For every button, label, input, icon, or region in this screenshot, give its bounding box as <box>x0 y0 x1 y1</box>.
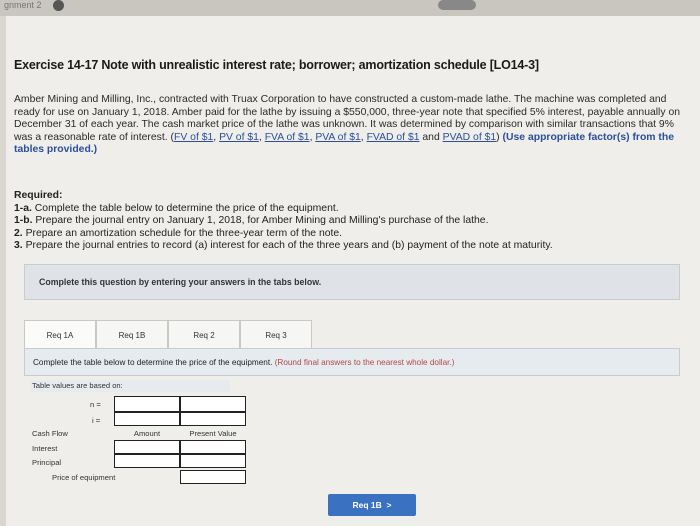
principal-pv-input[interactable] <box>180 454 246 468</box>
price-table <box>30 380 250 490</box>
tab-instructions <box>24 348 680 376</box>
present-value-header: Present Value <box>189 429 237 438</box>
top-pill-control[interactable] <box>438 0 476 10</box>
required-item-1b: 1-b. Prepare the journal entry on January 1, 2018, for Amber Mining and Milling's purchase of the lathe. <box>14 215 489 227</box>
assignment-crumb: gnment 2 <box>4 0 42 10</box>
link-pvad-of-1[interactable]: PVAD of $1 <box>442 131 497 143</box>
interest-label: Interest <box>32 444 58 453</box>
link-fvad-of-1[interactable]: FVAD of $1 <box>366 131 420 143</box>
principal-label: Principal <box>32 458 62 467</box>
info-circle-icon[interactable] <box>53 0 64 11</box>
amount-header: Amount <box>133 429 161 438</box>
n-input[interactable] <box>114 396 180 412</box>
cash-flow-header: Cash Flow <box>32 429 68 438</box>
i-input-2[interactable] <box>180 412 246 426</box>
exercise-title: Exercise 14-17 Note with unrealistic interest rate; borrower; amortization schedule [LO14-3] <box>14 58 539 72</box>
price-of-equipment-input[interactable] <box>180 470 246 484</box>
question-instructions-text: Complete this question by entering your answers in the tabs below. <box>39 277 322 287</box>
factor-hint: (Use appropriate factor(s) from the tables provided.) <box>14 131 675 156</box>
interest-pv-input[interactable] <box>180 440 246 454</box>
next-req-1b-button[interactable]: Req 1B > <box>328 494 416 516</box>
link-pv-of-1[interactable]: PV of $1 <box>219 131 259 143</box>
tab-req-2[interactable]: Req 2 <box>168 320 240 350</box>
table-values-header: Table values are based on: <box>30 380 230 392</box>
i-input[interactable] <box>114 412 180 426</box>
link-pva-of-1[interactable]: PVA of $1 <box>315 131 361 143</box>
tab-req-3[interactable]: Req 3 <box>240 320 312 350</box>
problem-paragraph: Amber Mining and Milling, Inc., contracted with Truax Corporation to have constructed a custom-made lathe. The machine was completed and ready for use on January 1, 2018. Amber paid for the lathe by issuing a $550,000, three-year note that specified 5% interest, payable annually on December 31 of each year. The cash market price of the lathe was unknown. It was determined by comparison with similar transactions that 9% was a reasonable rate of interest. <box>14 94 681 143</box>
tab-instructions-text: Complete the table below to determine the price of the equipment. (Round final answers to the nearest whole dollar.) <box>33 358 455 367</box>
n-input-2[interactable] <box>180 396 246 412</box>
top-bar <box>0 0 700 16</box>
chevron-right-icon: > <box>386 500 392 510</box>
required-section <box>14 190 674 253</box>
price-of-equipment-label: Price of equipment <box>52 473 116 482</box>
link-fv-of-1[interactable]: FV of $1 <box>174 131 214 143</box>
required-item-2: 2. Prepare an amortization schedule for the three-year term of the note. <box>14 227 343 239</box>
question-instructions <box>24 264 680 300</box>
problem-text: Amber Mining and Milling, Inc., contracted with Truax Corporation to have constructed a custom-made lathe. The machine was completed and ready for use on January 1, 2018. Amber paid for the lathe by issuing a $550,000, three-year note that specified 5% interest, payable annually on December 31 of each year. The cash market price of the lathe was unknown. It was determined by comparison with similar transactions that 9% was a reasonable rate of interest. (FV of $1, PV of $1, FVA of $1, PVA of $1, FVAD of $1 and PVAD of $1) (Use appropriate factor(s) from the tables provided.) <box>14 94 681 156</box>
required-item-3: 3. Prepare the journal entries to record (a) interest for each of the three years and (b) payment of the note at maturity. <box>14 240 553 252</box>
n-label: n = <box>90 400 101 409</box>
interest-amount-input[interactable] <box>114 440 180 454</box>
link-fva-of-1[interactable]: FVA of $1 <box>264 131 310 143</box>
tab-req-1b[interactable]: Req 1B <box>96 320 168 350</box>
principal-amount-input[interactable] <box>114 454 180 468</box>
required-item-1a: 1-a. Complete the table below to determine the price of the equipment. <box>14 202 339 214</box>
rounding-note: (Round final answers to the nearest whole dollar.) <box>274 358 455 367</box>
required-heading: Required: <box>14 190 63 201</box>
tab-req-1a[interactable]: Req 1A <box>24 320 96 350</box>
i-label: i = <box>92 416 101 425</box>
